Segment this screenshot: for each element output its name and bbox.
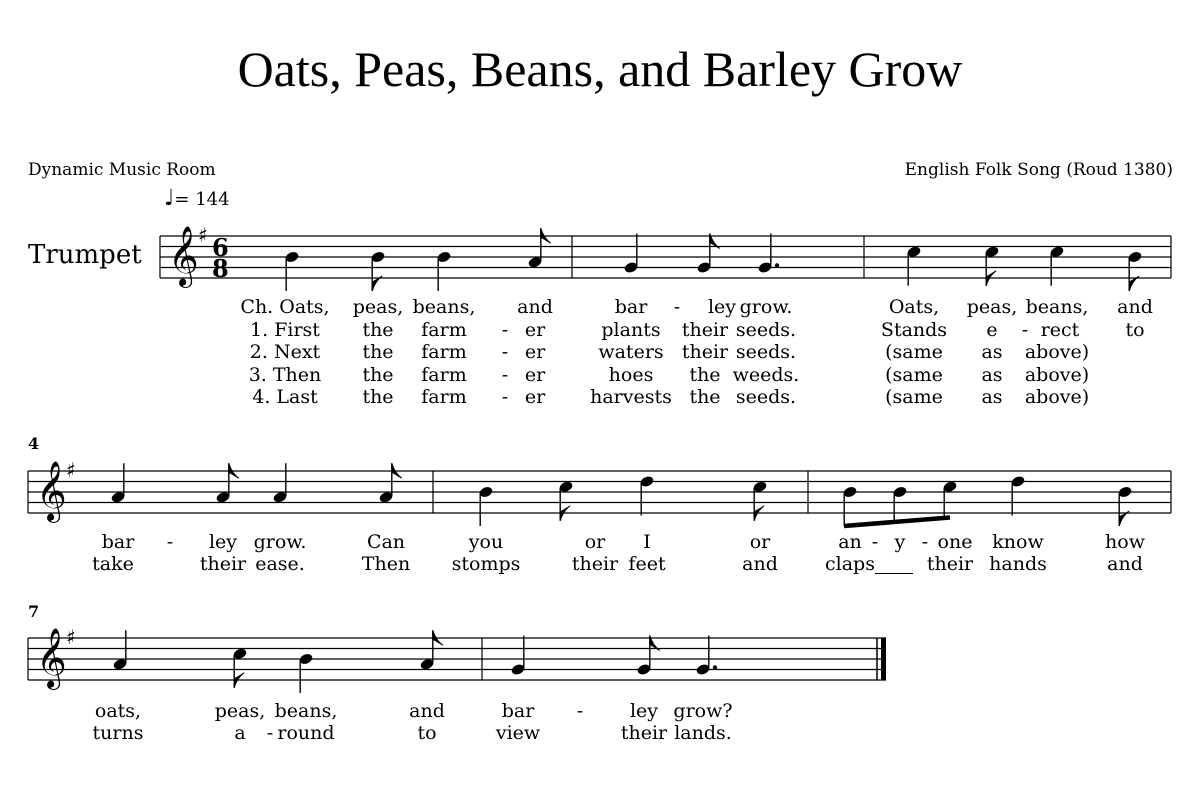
measure-number-7: 7 bbox=[28, 602, 40, 621]
lyric-syllable: peas, bbox=[966, 296, 1018, 318]
lyric-syllable: as bbox=[981, 341, 1003, 363]
lyric-syllable: the bbox=[362, 341, 394, 363]
lyric-syllable: farm bbox=[421, 341, 467, 363]
lyric-syllable: and bbox=[1107, 553, 1143, 575]
lyric-syllable: their bbox=[681, 319, 729, 341]
lyric-syllable: turns bbox=[92, 722, 144, 744]
lyric-syllable: above) bbox=[1024, 364, 1090, 386]
lyric-syllable: ley bbox=[208, 531, 238, 553]
lyric-syllable: round bbox=[277, 722, 335, 744]
final-barline-thick bbox=[881, 638, 886, 680]
treble-clef-icon: 𝄞 bbox=[36, 461, 67, 521]
lyric-syllable: their bbox=[620, 722, 668, 744]
page-title: Oats, Peas, Beans, and Barley Grow bbox=[237, 41, 963, 97]
lyric-syllable: know bbox=[992, 531, 1044, 553]
lyric-syllable: (same bbox=[885, 386, 943, 408]
lyric-syllable: 3. Then bbox=[248, 364, 322, 386]
lyric-syllable: plants bbox=[601, 319, 661, 341]
lyric-syllable: Then bbox=[361, 553, 411, 575]
lyric-syllable: to bbox=[1125, 319, 1145, 341]
lyric-syllable: their bbox=[571, 553, 619, 575]
treble-clef-icon: 𝄞 bbox=[36, 628, 67, 688]
lyric-syllable: Can bbox=[366, 531, 406, 553]
lyric-syllable: feet bbox=[628, 553, 666, 575]
lyric-syllable: a bbox=[234, 722, 246, 744]
lyric-syllable: - bbox=[501, 386, 509, 408]
lyric-syllable: and bbox=[1117, 296, 1153, 318]
lyric-syllable: ley bbox=[629, 700, 659, 722]
lyric-syllable: grow. bbox=[253, 531, 307, 553]
lyric-syllable: beans, bbox=[274, 700, 338, 722]
sharp-icon: ♯ bbox=[198, 223, 208, 247]
lyric-syllable: er bbox=[524, 386, 546, 408]
lyric-syllable: e bbox=[986, 319, 998, 341]
lyric-syllable: bar bbox=[501, 700, 535, 722]
composer-label: English Folk Song (Roud 1380) bbox=[904, 160, 1173, 180]
lyric-syllable: as bbox=[981, 364, 1003, 386]
lyric-syllable: stomps bbox=[451, 553, 521, 575]
lyric-syllable: one bbox=[937, 531, 973, 553]
lyric-syllable: - bbox=[871, 531, 879, 553]
lyric-syllable: their bbox=[199, 553, 247, 575]
lyric-syllable: 4. Last bbox=[252, 386, 318, 408]
lyric-syllable: - bbox=[501, 319, 509, 341]
lyric-syllable: seeds. bbox=[735, 319, 797, 341]
lyric-syllable: take bbox=[92, 553, 134, 575]
lyric-syllable: Oats, bbox=[888, 296, 940, 318]
sharp-icon: ♯ bbox=[66, 458, 76, 482]
lyric-syllable: grow? bbox=[673, 700, 733, 722]
lyric-syllable: grow. bbox=[739, 296, 793, 318]
time-signature-bottom: 8 bbox=[212, 254, 229, 283]
lyric-syllable: (same bbox=[885, 341, 943, 363]
quarter-note-icon: ♩ bbox=[164, 186, 175, 211]
lyric-syllable: the bbox=[362, 364, 394, 386]
lyric-syllable: er bbox=[524, 319, 546, 341]
lyric-syllable: their bbox=[681, 341, 729, 363]
lyric-syllable: above) bbox=[1024, 386, 1090, 408]
lyric-syllable: peas, bbox=[214, 700, 266, 722]
lyric-syllable: waters bbox=[598, 341, 664, 363]
lyric-syllable: above) bbox=[1024, 341, 1090, 363]
lyric-syllable: the bbox=[689, 364, 721, 386]
lyric-syllable: and bbox=[517, 296, 553, 318]
lyric-syllable: harvests bbox=[590, 386, 672, 408]
lyric-syllable: view bbox=[495, 722, 541, 744]
lyric-syllable: bar bbox=[101, 531, 135, 553]
lyric-syllable: farm bbox=[421, 386, 467, 408]
treble-clef-icon: 𝄞 bbox=[168, 226, 199, 286]
lyric-syllable: and bbox=[742, 553, 778, 575]
lyric-syllable: the bbox=[689, 386, 721, 408]
lyric-syllable: bar bbox=[614, 296, 648, 318]
lyric-syllable: seeds. bbox=[735, 386, 797, 408]
lyric-syllable: weeds. bbox=[732, 364, 800, 386]
lyric-syllable: (same bbox=[885, 364, 943, 386]
lyric-syllable: hoes bbox=[608, 364, 654, 386]
lyric-syllable: beans, bbox=[1025, 296, 1089, 318]
lyric-syllable: 1. First bbox=[250, 319, 320, 341]
lyric-syllable: beans, bbox=[412, 296, 476, 318]
lyric-syllable: ease. bbox=[255, 553, 305, 575]
lyric-syllable: the bbox=[362, 386, 394, 408]
lyric-syllable: er bbox=[524, 364, 546, 386]
lyric-syllable: claps bbox=[825, 553, 875, 575]
sharp-icon: ♯ bbox=[66, 625, 76, 649]
lyric-syllable: or bbox=[749, 531, 771, 553]
dot bbox=[713, 665, 717, 669]
lyric-syllable: as bbox=[981, 386, 1003, 408]
dot bbox=[775, 263, 779, 267]
lyric-syllable: lands. bbox=[674, 722, 732, 744]
lyric-syllable: 2. Next bbox=[249, 341, 321, 363]
beam bbox=[844, 518, 950, 527]
measure-number-4: 4 bbox=[28, 434, 40, 453]
lyric-syllable: peas, bbox=[352, 296, 404, 318]
lyric-syllable: - bbox=[673, 296, 681, 318]
lyric-syllable: how bbox=[1105, 531, 1145, 553]
melisma-line bbox=[875, 573, 913, 574]
lyric-syllable: - bbox=[921, 531, 929, 553]
lyric-syllable: an bbox=[838, 531, 862, 553]
lyric-syllable: - bbox=[1021, 319, 1029, 341]
lyric-syllable: farm bbox=[421, 319, 467, 341]
lyric-syllable: or bbox=[584, 531, 606, 553]
lyric-syllable: - bbox=[266, 722, 274, 744]
lyric-syllable: Stands bbox=[880, 319, 948, 341]
lyric-syllable: seeds. bbox=[735, 341, 797, 363]
lyric-syllable: - bbox=[166, 531, 174, 553]
lyric-syllable: rect bbox=[1040, 319, 1080, 341]
lyric-syllable: er bbox=[524, 341, 546, 363]
lyric-syllable: I bbox=[643, 531, 651, 553]
lyric-syllable: - bbox=[501, 364, 509, 386]
lyric-syllable: the bbox=[362, 319, 394, 341]
lyric-syllable: farm bbox=[421, 364, 467, 386]
lyric-syllable: to bbox=[417, 722, 437, 744]
lyric-syllable: - bbox=[576, 700, 584, 722]
publisher-label: Dynamic Music Room bbox=[28, 160, 216, 180]
lyric-syllable: ley bbox=[707, 296, 737, 318]
lyric-syllable: oats, bbox=[94, 700, 142, 722]
lyric-syllable: y bbox=[894, 531, 906, 553]
instrument-name: Trumpet bbox=[28, 240, 142, 270]
lyric-syllable: their bbox=[926, 553, 974, 575]
tempo-value: = 144 bbox=[174, 189, 230, 210]
lyric-syllable: you bbox=[468, 531, 504, 553]
lyric-syllable: - bbox=[501, 341, 509, 363]
lyric-syllable: and bbox=[409, 700, 445, 722]
time-signature-top: 6 bbox=[212, 233, 229, 262]
lyric-syllable: Ch. Oats, bbox=[240, 296, 330, 318]
lyric-syllable: hands bbox=[989, 553, 1047, 575]
